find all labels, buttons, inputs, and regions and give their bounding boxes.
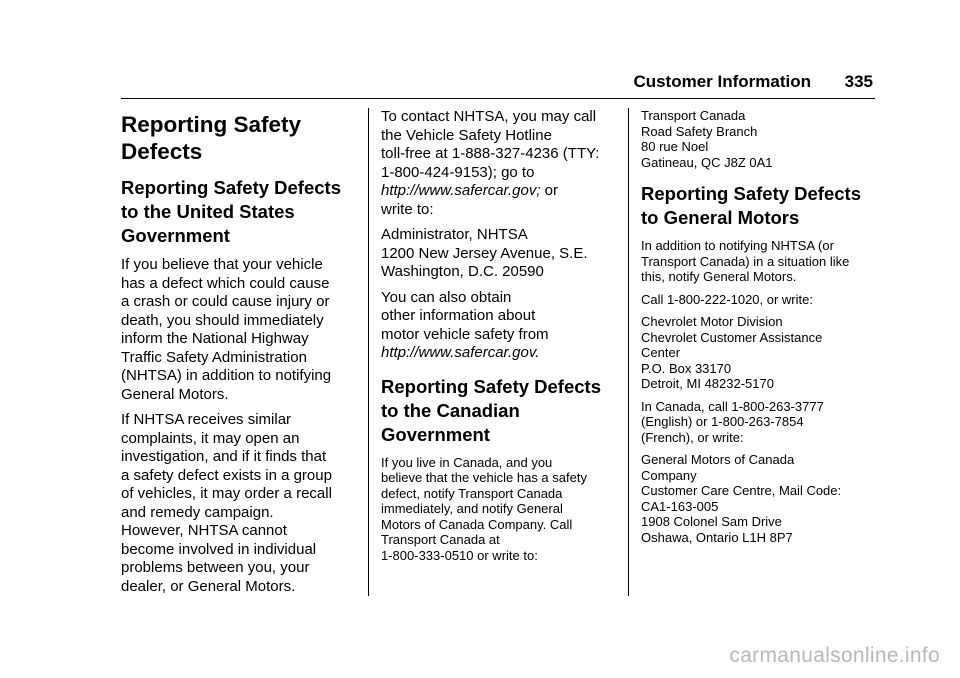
safercar-link-2[interactable]: http://www.safercar.gov.: [381, 344, 540, 361]
heading-canadian-government: Reporting Safety Defects to the Canadian Government: [381, 375, 601, 445]
paragraph-canada: If you live in Canada, and you believe that the vehicle has a safety defect, notify Transport Canada immediately, and notify General Motors of Canada Company. Call Transport Canada at 1-800-333-0510 or write to:: [381, 454, 587, 563]
address-gm-canada: General Motors of Canada Company Customer Care Centre, Mail Code: CA1-163-005 1908 Colonel Sam Drive Oshawa, Ontario L1H 8P7: [641, 452, 842, 545]
heading-general-motors: Reporting Safety Defects to General Motors: [641, 183, 861, 228]
page-number: 335: [844, 72, 873, 91]
column-1: [121, 108, 356, 603]
safercar-link[interactable]: http://www.safercar.gov;: [381, 182, 541, 199]
section-title: Customer Information: [633, 72, 811, 91]
heading-us-government: Reporting Safety Defects to the United States Government: [121, 177, 341, 246]
column-divider-1: [368, 108, 369, 596]
column-2: [381, 108, 616, 570]
paragraph-canada-call: In Canada, call 1-800-263-3777 (English) or 1-800-263-7854 (French), or write:: [641, 398, 824, 445]
watermark: carmanualsonline.info: [729, 644, 940, 667]
column-divider-2: [628, 108, 629, 596]
column-3: [641, 108, 876, 552]
paragraph-other-info: You can also obtain other information about motor vehicle safety from http://www.safercar.gov.: [381, 288, 549, 361]
paragraph-nhtsa-recall: If NHTSA receives similar complaints, it may open an investigation, and if it finds that a safety defect exists in a group of vehicles, it may order a recall and remedy campaign. However, NHTSA cannot become involved in individual problems between you, your dealer, or General Motors.: [121, 411, 332, 595]
page-header: [121, 72, 875, 99]
address-chevrolet: Chevrolet Motor Division Chevrolet Customer Assistance Center P.O. Box 33170 Detroit, MI 48232-5170: [641, 314, 823, 391]
main-heading: Reporting Safety Defects: [121, 112, 302, 164]
paragraph-notify-gm: In addition to notifying NHTSA (or Transport Canada) in a situation like this, notify General Motors.: [641, 238, 850, 284]
address-nhtsa: Administrator, NHTSA 1200 New Jersey Avenue, S.E. Washington, D.C. 20590: [381, 226, 588, 280]
paragraph-contact-nhtsa: To contact NHTSA, you may call the Vehicle Safety Hotline toll-free at 1-888-327-4236 (TTY: 1-800-424-9153); go to http://www.safercar.gov; or write to:: [381, 108, 600, 218]
address-transport-canada: Transport Canada Road Safety Branch 80 rue Noel Gatineau, QC J8Z 0A1: [641, 108, 773, 170]
paragraph-inform-nhtsa: If you believe that your vehicle has a defect which could cause a crash or could cause injury or death, you should immediately inform the National Highway Traffic Safety Administration (NHTSA) in addition to notifying General Motors.: [121, 256, 332, 403]
paragraph-call-gm: Call 1-800-222-1020, or write:: [641, 291, 813, 307]
